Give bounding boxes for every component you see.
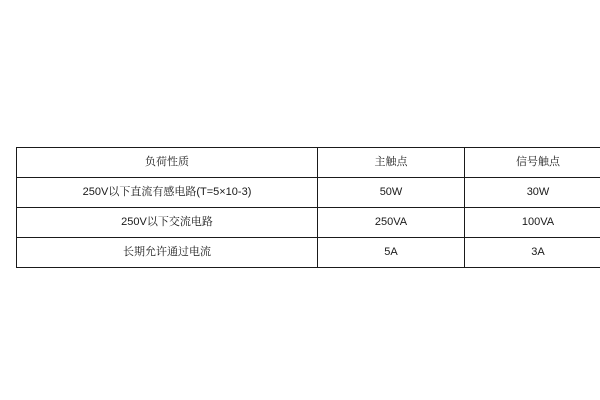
cell-main-contact: 250VA — [318, 208, 465, 238]
cell-signal-contact: 100VA — [465, 208, 600, 238]
table-row — [17, 238, 600, 268]
cell-load-type: 长期允许通过电流 — [17, 238, 318, 268]
cell-signal-contact: 3A — [465, 238, 600, 268]
column-header-signal-contact: 信号触点 — [465, 148, 600, 178]
table-row — [17, 178, 600, 208]
cell-load-type: 250V以下交流电路 — [17, 208, 318, 238]
table-header-row — [17, 148, 600, 178]
column-header-load-type: 负荷性质 — [17, 148, 318, 178]
cell-main-contact: 50W — [318, 178, 465, 208]
cell-load-type: 250V以下直流有感电路(T=5×10-3) — [17, 178, 318, 208]
contact-rating-table — [16, 147, 600, 268]
cell-main-contact: 5A — [318, 238, 465, 268]
cell-signal-contact: 30W — [465, 178, 600, 208]
table-row — [17, 208, 600, 238]
column-header-main-contact: 主触点 — [318, 148, 465, 178]
